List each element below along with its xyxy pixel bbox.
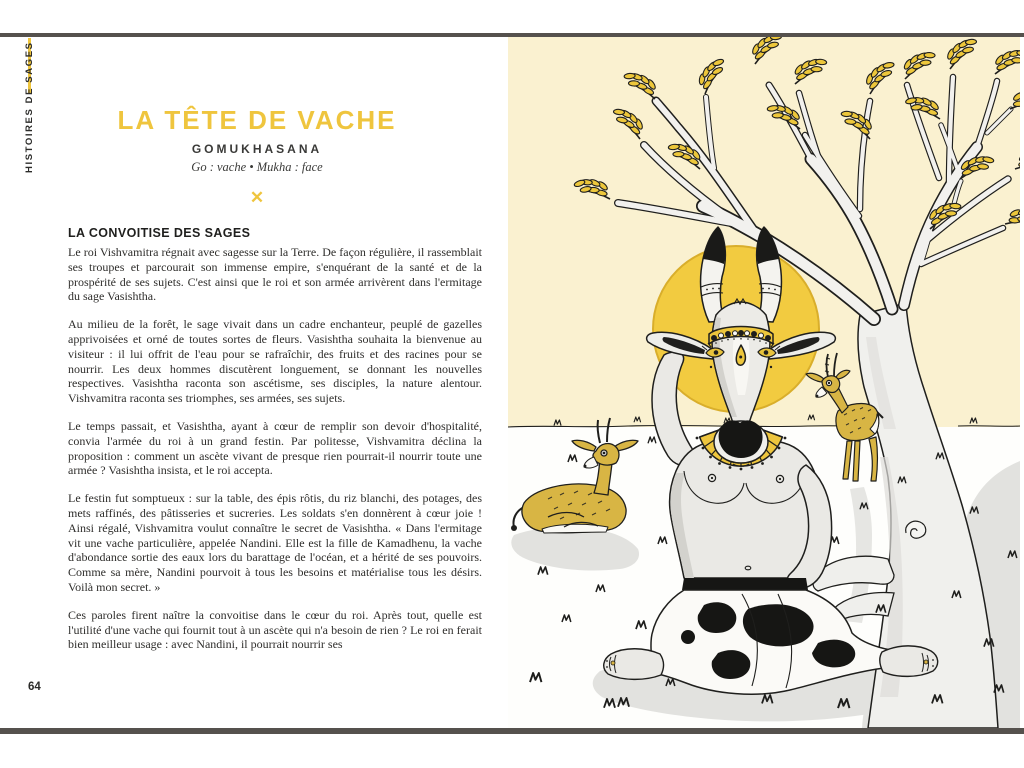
article — [68, 226, 482, 665]
article-heading: LA CONVOITISE DES SAGES — [68, 226, 251, 240]
body-paragraph: Le roi Vishvamitra régnait avec sagesse sur la Terre. De façon régulière, il rassemblait ses troupes et parcourait son immense empire, s'enquérant de la santé et de la prospérité de ses sujets. C'est ainsi que le roi et son armée arrivèrent dans l'ermitage du sage Vasishtha. — [68, 245, 482, 304]
cross-ornament-icon: ✕ — [249, 187, 265, 207]
body-paragraph: Au milieu de la forêt, le sage vivait dans un cadre enchanteur, peuplé de gazelles apprivoisées et orné de toutes sortes de fleurs. Vasishtha souhaita la bienvenue au visiteur : il lui offrit de l'eau pour se rafraîchir, des fruits et des racines pour se nourrir. Les deux hommes discutèrent longuement, se donnant les nouvelles respectives. Vasishtha raconta son ascétisme, ses disciples, la nature alentour. Vishvamitra raconta ses triomphes, ses armées, ses sujets. — [68, 317, 482, 406]
section-label: HISTOIRES DE SAGES — [24, 41, 35, 173]
bottom-rule — [0, 728, 1024, 734]
waistband — [682, 578, 808, 590]
body-paragraph: Le temps passait, et Vasishtha, ayant à cœur de remplir son devoir d'hospitalité, convia l'armée du roi à un grand festin. Par politesse, Vishvamitra déclina la proposition : comment un ascète vivant de presque rien pourrait-il nourrir toute une armée ? Vasishtha insista, et le roi accepta. — [68, 418, 482, 478]
page-title: LA TÊTE DE VACHE — [117, 105, 397, 135]
chapter-header — [34, 106, 480, 208]
page-number: 64 — [28, 681, 41, 693]
body-paragraph: Le festin fut somptueux : sur la table, des épis rôtis, du riz blanchi, des potages, des mets raffinés, des pâtisseries et sucreries. Les soldats s'en donnèrent à cœur joie ! Ainsi régalé, Vishvamitra voulut connaître le secret de Vasishtha. « Dans l'ermitage vit une vache particulière, appelée Nandini. Elle est la fille de Kamadhenu, la vache d'abondance sortie des eaux lors du barattage de l'océan, et a hérité de ses pouvoirs. Comme sa mère, Nandini pourvoit à tous les besoins et matérialise tous les désirs. Voilà mon secret. » — [68, 491, 482, 594]
chapter-translation: Go : vache • Mukha : face — [191, 159, 323, 174]
chapter-subtitle: GOMUKHASANA — [191, 141, 323, 156]
body-paragraph: Ces paroles firent naître la convoitise dans le cœur du roi. Après tout, quelle est l'utilité d'une vache qui fournit tout à un ascète qui n'a besoin de rien ? Le roi en ferait bien meilleur usage : avec Nandini, il pourrait nourrir ses — [68, 607, 482, 652]
illustration — [508, 37, 1020, 728]
